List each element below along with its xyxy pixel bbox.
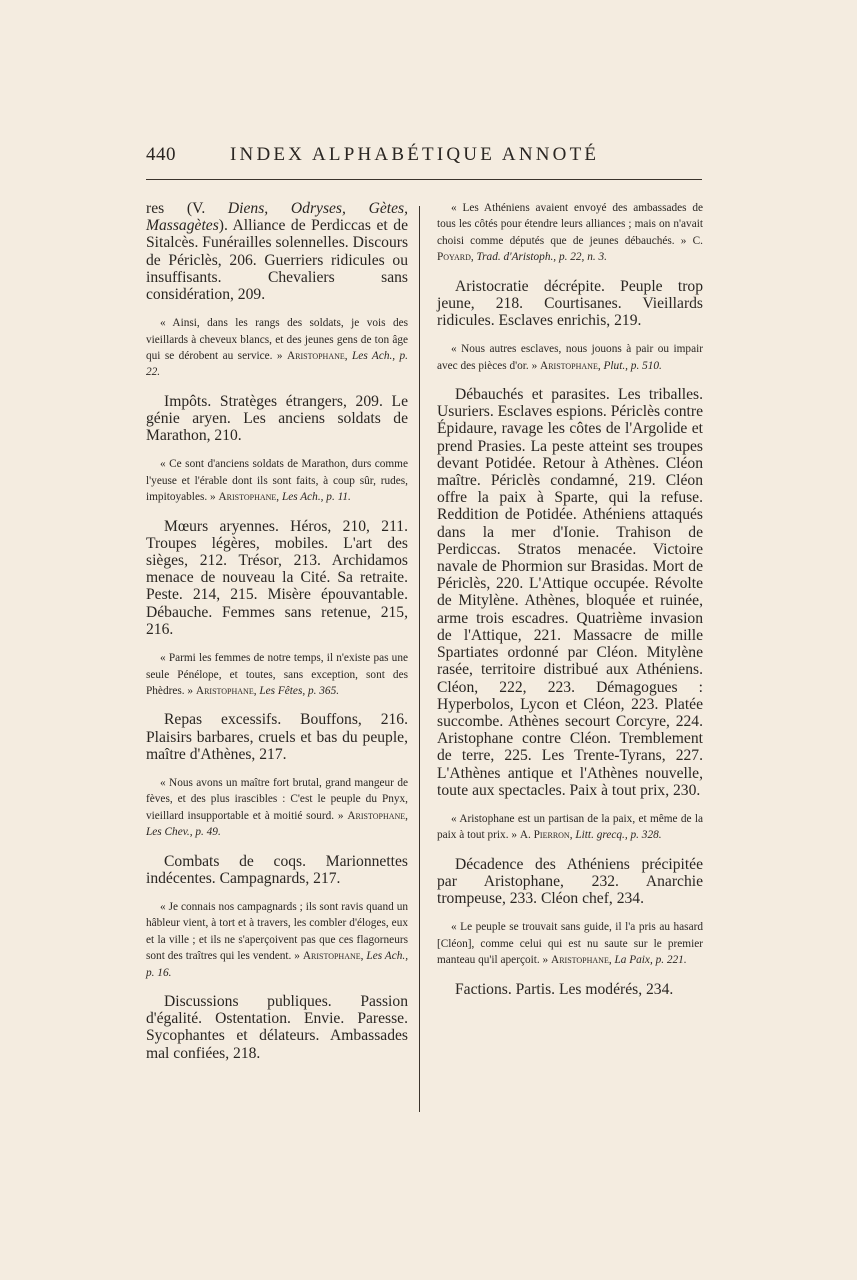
quote-text: « Je connais nos campagnards ; ils sont ravis quand un hâbleur vient, à tort et à travers, les combler d'éloges, eux et la ville ; et ils ne s'aperçoivent pas que ces flagorneurs sont des traîtres qui les vendent. » [146,900,408,963]
entry-text: Mœurs aryennes. Héros, 210, 211. Troupes légères, mobiles. L'art des sièges, 212. Trésor, 213. Archidamos menace de nouveau la Cité. Sa retraite. Peste. 214, 215. Misère épouvantable. Débauche. Femmes sans retenue, 215, 216. [146,517,408,638]
quote-text: « Le peuple se trouvait sans guide, il l'a pris au hasard [Cléon], comme celui qui est nu saute sur le premier manteau qu'il aperçoit. » [437,921,703,967]
quote-text: « Aristophane est un partisan de la paix, et même de la paix à tout prix. » [437,812,703,842]
right-column [437,200,703,1010]
citation-quote [437,811,703,844]
index-entry [146,711,408,763]
running-header [146,144,616,170]
quote-source: Aristophane, [218,491,280,504]
index-entry [146,993,408,1062]
entry-text: Factions. Partis. Les modérés, 234. [455,980,674,998]
quote-source: A. Pierron, [519,829,573,842]
citation-quote [146,775,408,841]
quote-text: « Parmi les femmes de notre temps, il n'existe pas une seule Pénélope, et toutes, sans exception, sont des Phèdres. » [146,652,408,697]
index-entry [437,856,703,908]
quote-text: « Les Athéniens avaient envoyé des ambassades de tous les côtés pour étendre leurs alliances ; mais on n'avait choisi comme députés que de jeunes débauchés. » [437,202,703,247]
quote-source: Aristophane, [195,684,257,697]
quote-text: « Nous autres esclaves, nous jouons à pair ou impair avec des pièces d'or. » [437,343,703,372]
citation-quote [146,899,408,981]
entry-text: Discussions publiques. Passion d'égalité. Ostentation. Envie. Paresse. Sycophantes et délateurs. Ambassades mal confiées, 218. [146,992,408,1062]
running-title: INDEX ALPHABÉTIQUE ANNOTÉ [230,144,600,165]
quote-reference: Trad. d'Aristoph., p. 22, n. 3. [476,251,607,264]
quote-source: C. Poyard, [437,234,703,264]
index-entry [437,981,703,998]
header-rule [146,179,702,180]
entry-text: Débauchés et parasites. Les triballes. Usuriers. Esclaves espions. Périclès contre Épidaure, ravage les côtes de l'Argolide et prend Prasies. La peste atteint ses troupes devant Potidée. Retour à Athènes. Cléon maître. Périclès condamné, 219. Cléon offre la paix à Sparte, qui la refuse. Reddition de Potidée. Athéniens attaqués dans la mer d'Ionie. Trahison de Perdiccas. Stratos menacée. Victoire navale de Phormion sur Brasidas. Mort de Périclès, 220. L'Attique occupée. Révolte de Mitylène. Athènes, bloquée et ruinée, arme trois escadres. Quatrième invasion de l'Attique, 221. Massacre de mille Spartiates ordonné par Cléon. Mitylène rasée, territoire distribué aux Athéniens. Cléon, 222, 223. Démagogues : Hyperbolos, Lycon et Cléon, 223. Platée succombe. Athènes secourt Corcyre, 224. Aristophane contre Cléon. Tremblement de terre, 225. Les Trente-Tyrans, 227. L'Athènes antique et l'Athènes nouvelle, toute aux spectacles. Paix à tout prix, 230. [437,386,703,799]
entry-text: Repas excessifs. Bouffons, 216. Plaisirs barbares, cruels et bas du peuple, maître d'Athènes, 217. [146,711,408,763]
citation-quote [146,650,408,699]
entry-text: Décadence des Athéniens précipitée par Aristophane, 232. Anarchie trompeuse, 233. Cléon chef, 234. [437,855,703,908]
quote-reference: Les Ach., p. 22. [146,350,409,379]
index-entry [437,278,703,330]
entry-italic: Diens, Odryses, Gètes, Massagètes [146,200,408,235]
index-entry [146,393,408,445]
quote-text: « Ce sont d'anciens soldats de Marathon, durs comme l'yeuse et l'érable dont ils sont faits, à coup sûr, rudes, impitoyables. » [146,458,408,504]
quote-reference: Les Ach., p. 16. [146,950,409,979]
quote-reference: Les Chev., p. 49. [146,826,221,839]
column-divider [419,206,420,1112]
left-column [146,200,408,1074]
quote-reference: Les Fêtes, p. 365. [259,684,340,697]
entry-text-after: ). Alliance de Perdiccas et de Sitalcès. Funérailles solennelles. Discours de Périclès, 206. Guerriers ridicules ou insuffisants. Chevaliers sans considération, 209. [146,217,409,304]
index-entry [146,200,408,303]
quote-reference: Plut., p. 510. [603,359,662,372]
citation-quote [437,200,703,266]
quote-source: Aristophane, [286,350,348,363]
citation-quote [146,315,408,381]
index-entry [146,518,408,638]
citation-quote [146,456,408,505]
entry-text: Aristocratie décrépite. Peuple trop jeune, 218. Courtisanes. Vieillards ridicules. Esclaves enrichis, 219. [437,277,703,330]
citation-quote [437,919,703,968]
entry-text: res (V. [146,200,228,217]
index-entry [146,853,408,887]
quote-source: Aristophane, [347,809,408,822]
citation-quote [437,341,703,374]
quote-reference: La Paix, p. 221. [614,954,687,967]
quote-text: « Nous avons un maître fort brutal, grand mangeur de fèves, et des plus irascibles : C'est le peuple du Pnyx, vieillard insupportable et à moitié sourd. » [146,776,408,822]
entry-text: Impôts. Stratèges étrangers, 209. Le génie aryen. Les anciens soldats de Marathon, 210. [146,392,408,445]
quote-source: Aristophane, [551,954,612,967]
quote-text: « Ainsi, dans les rangs des soldats, je vois des vieillards à cheveux blancs, et des jeunes gens de ton âge qui se dérobent au service. » [146,317,408,363]
quote-source: Aristophane, [302,950,364,963]
index-entry [437,386,703,799]
quote-source: Aristophane, [540,359,601,372]
quote-reference: Les Ach., p. 11. [281,491,351,504]
page-number: 440 [146,144,176,165]
entry-text: Combats de coqs. Marionnettes indécentes. Campagnards, 217. [146,852,408,887]
quote-reference: Litt. grecq., p. 328. [575,829,662,842]
